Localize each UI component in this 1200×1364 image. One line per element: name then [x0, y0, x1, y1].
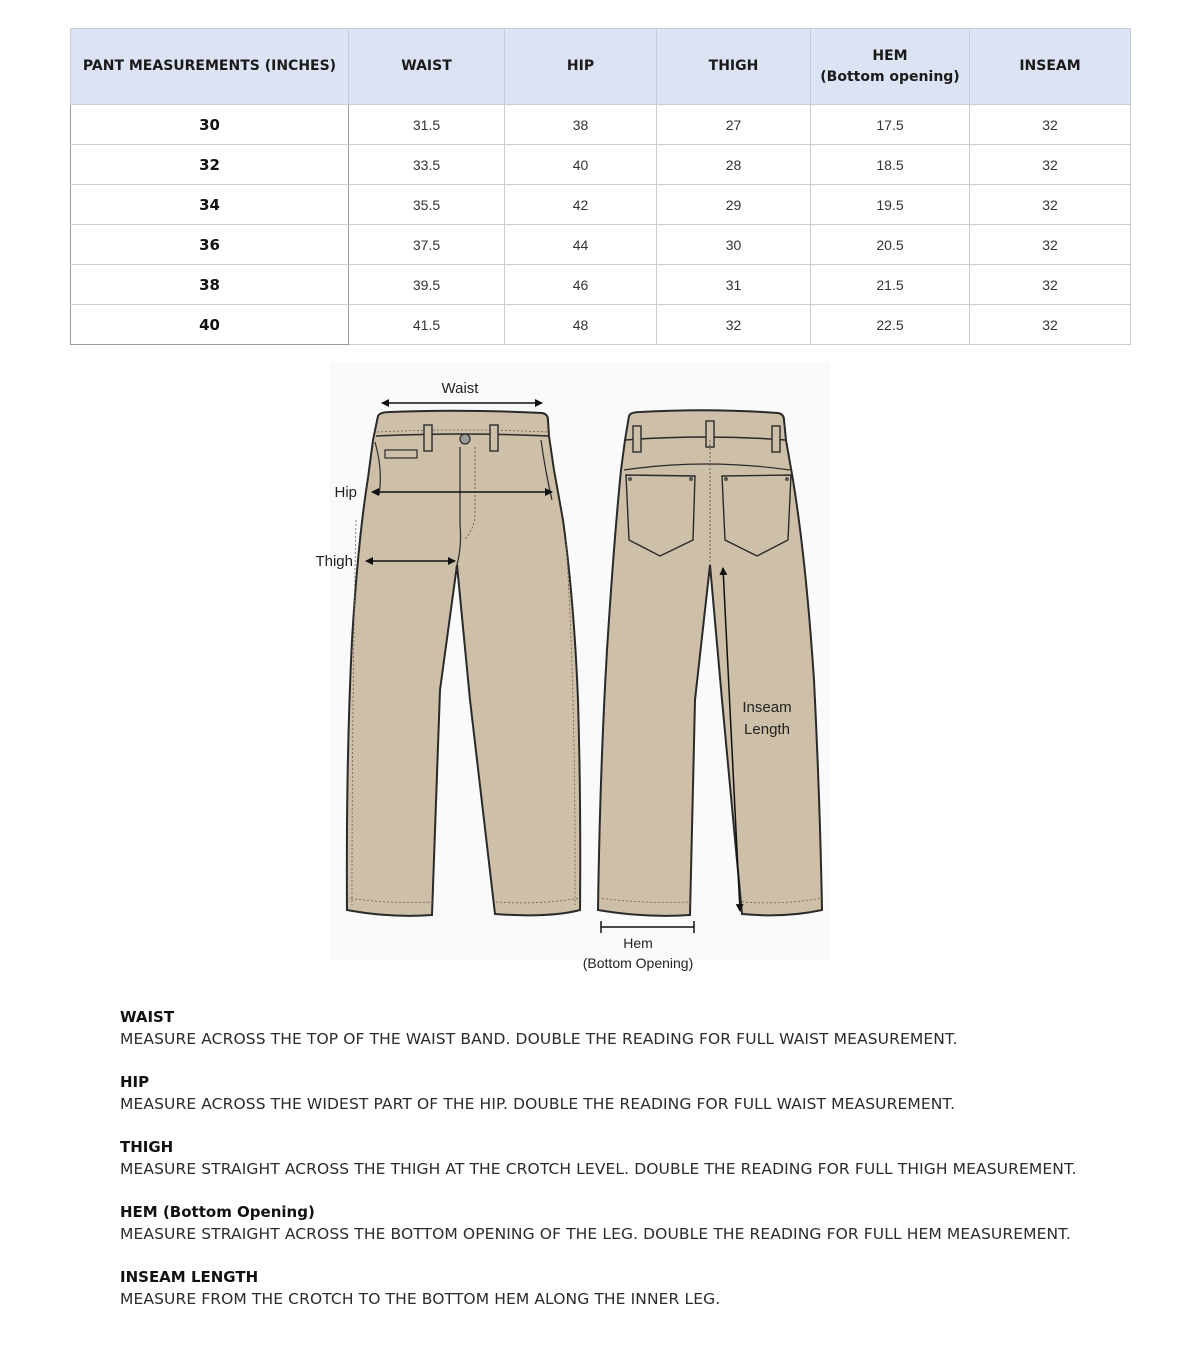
- instruction-title: HIP: [120, 1073, 150, 1091]
- hem-cell: 19.5: [811, 185, 970, 225]
- size-chart-table: [70, 28, 1131, 345]
- instruction-title: WAIST: [120, 1008, 175, 1026]
- thigh-cell: 31: [657, 265, 811, 305]
- hip-label: Hip: [334, 484, 357, 501]
- instruction-text: MEASURE ACROSS THE WIDEST PART OF THE HIP. DOUBLE THE READING FOR FULL WAIST MEASUREMENT.: [120, 1095, 956, 1113]
- instruction-hip: [120, 1071, 1180, 1115]
- size-cell: 34: [71, 185, 349, 225]
- instruction-text: MEASURE STRAIGHT ACROSS THE BOTTOM OPENING OF THE LEG. DOUBLE THE READING FOR FULL HEM MEASUREMENT.: [120, 1225, 1071, 1243]
- thigh-cell: 32: [657, 305, 811, 345]
- waist-cell: 31.5: [349, 105, 505, 145]
- instruction-hem: [120, 1201, 1180, 1245]
- size-cell: 40: [71, 305, 349, 345]
- instruction-inseam: [120, 1266, 1180, 1310]
- size-cell: 30: [71, 105, 349, 145]
- hip-cell: 48: [505, 305, 657, 345]
- inseam-cell: 32: [970, 185, 1131, 225]
- inseam-cell: 32: [970, 225, 1131, 265]
- table-row: [71, 185, 1131, 225]
- waist-cell: 39.5: [349, 265, 505, 305]
- header-hem-label: HEM: [872, 47, 908, 64]
- size-cell: 32: [71, 145, 349, 185]
- thigh-cell: 27: [657, 105, 811, 145]
- table-row: [71, 225, 1131, 265]
- size-cell: 36: [71, 225, 349, 265]
- header-thigh: THIGH: [657, 29, 811, 105]
- hem-cell: 22.5: [811, 305, 970, 345]
- instruction-title: HEM (Bottom Opening): [120, 1203, 315, 1221]
- header-hip: HIP: [505, 29, 657, 105]
- waist-cell: 41.5: [349, 305, 505, 345]
- table-row: [71, 145, 1131, 185]
- table-row: [71, 105, 1131, 145]
- hip-cell: 38: [505, 105, 657, 145]
- hem-label-line2: (Bottom Opening): [582, 955, 694, 971]
- header-inseam: INSEAM: [970, 29, 1131, 105]
- hem-cell: 20.5: [811, 225, 970, 265]
- table-row: [71, 265, 1131, 305]
- thigh-label: Thigh: [315, 553, 353, 570]
- inseam-cell: 32: [970, 105, 1131, 145]
- instruction-title: THIGH: [120, 1138, 174, 1156]
- hip-cell: 42: [505, 185, 657, 225]
- inseam-cell: 32: [970, 145, 1131, 185]
- waist-label: Waist: [441, 380, 479, 397]
- header-hem: [811, 29, 970, 105]
- waist-cell: 33.5: [349, 145, 505, 185]
- header-waist: WAIST: [349, 29, 505, 105]
- thigh-cell: 30: [657, 225, 811, 265]
- hem-label-line1: Hem: [623, 935, 653, 951]
- instruction-title: INSEAM LENGTH: [120, 1268, 259, 1286]
- hem-cell: 21.5: [811, 265, 970, 305]
- thigh-cell: 28: [657, 145, 811, 185]
- header-hem-sublabel: (Bottom opening): [820, 68, 960, 85]
- measurement-instructions: [120, 1006, 1180, 1331]
- instruction-text: MEASURE ACROSS THE TOP OF THE WAIST BAND. DOUBLE THE READING FOR FULL WAIST MEASUREMENT.: [120, 1030, 958, 1048]
- hip-cell: 46: [505, 265, 657, 305]
- waist-cell: 37.5: [349, 225, 505, 265]
- thigh-cell: 29: [657, 185, 811, 225]
- instruction-thigh: [120, 1136, 1180, 1180]
- instruction-waist: [120, 1006, 1180, 1050]
- hem-cell: 17.5: [811, 105, 970, 145]
- hip-cell: 44: [505, 225, 657, 265]
- hip-cell: 40: [505, 145, 657, 185]
- table-header-row: [71, 29, 1131, 105]
- header-measurements: PANT MEASUREMENTS (INCHES): [71, 29, 349, 105]
- inseam-label-line2: Length: [744, 721, 790, 738]
- measurement-diagram: [0, 360, 1200, 980]
- instruction-text: MEASURE STRAIGHT ACROSS THE THIGH AT THE CROTCH LEVEL. DOUBLE THE READING FOR FULL THIGH MEASUREMENT.: [120, 1160, 1077, 1178]
- inseam-cell: 32: [970, 305, 1131, 345]
- inseam-label-line1: Inseam: [742, 699, 792, 716]
- inseam-cell: 32: [970, 265, 1131, 305]
- pants-diagram-svg: [0, 360, 1200, 980]
- instruction-text: MEASURE FROM THE CROTCH TO THE BOTTOM HEM ALONG THE INNER LEG.: [120, 1290, 721, 1308]
- waist-cell: 35.5: [349, 185, 505, 225]
- size-cell: 38: [71, 265, 349, 305]
- table-row: [71, 305, 1131, 345]
- hem-cell: 18.5: [811, 145, 970, 185]
